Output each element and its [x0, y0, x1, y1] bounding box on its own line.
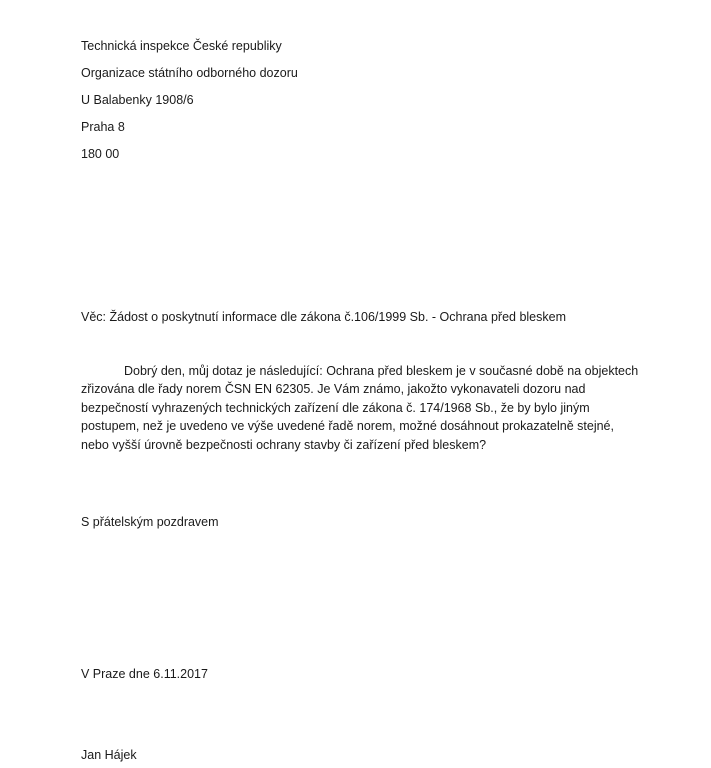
letter-subject: Věc: Žádost o poskytnutí informace dle zákona č.106/1999 Sb. - Ochrana před bleskem	[81, 310, 566, 324]
recipient-organization-type: Organizace státního odborného dozoru	[81, 66, 298, 80]
letter-closing: S přátelským pozdravem	[81, 515, 219, 529]
recipient-city: Praha 8	[81, 120, 125, 134]
recipient-postal-code: 180 00	[81, 147, 120, 161]
recipient-name: Technická inspekce České republiky	[81, 39, 282, 53]
letter-place-date: V Praze dne 6.11.2017	[81, 667, 208, 681]
letter-body: Dobrý den, můj dotaz je následující: Ochrana před bleskem je v současné době na objektech zřizována dle řady norem ČSN EN 62305. Je Vám známo, jakožto vykonavateli dozoru nad bezpečností vyhrazených technických zařízení dle zákona č. 174/1968 Sb., že by bylo jiným postupem, než je uvedeno ve výše uvedené řadě norem, možné dosáhnout prokazatelně stejné, nebo vyšší úrovně bezpečnosti ochrany stavby či zařízení před bleskem?	[81, 364, 639, 452]
recipient-street: U Balabenky 1908/6	[81, 93, 194, 107]
letter-signature: Jan Hájek	[81, 748, 137, 762]
